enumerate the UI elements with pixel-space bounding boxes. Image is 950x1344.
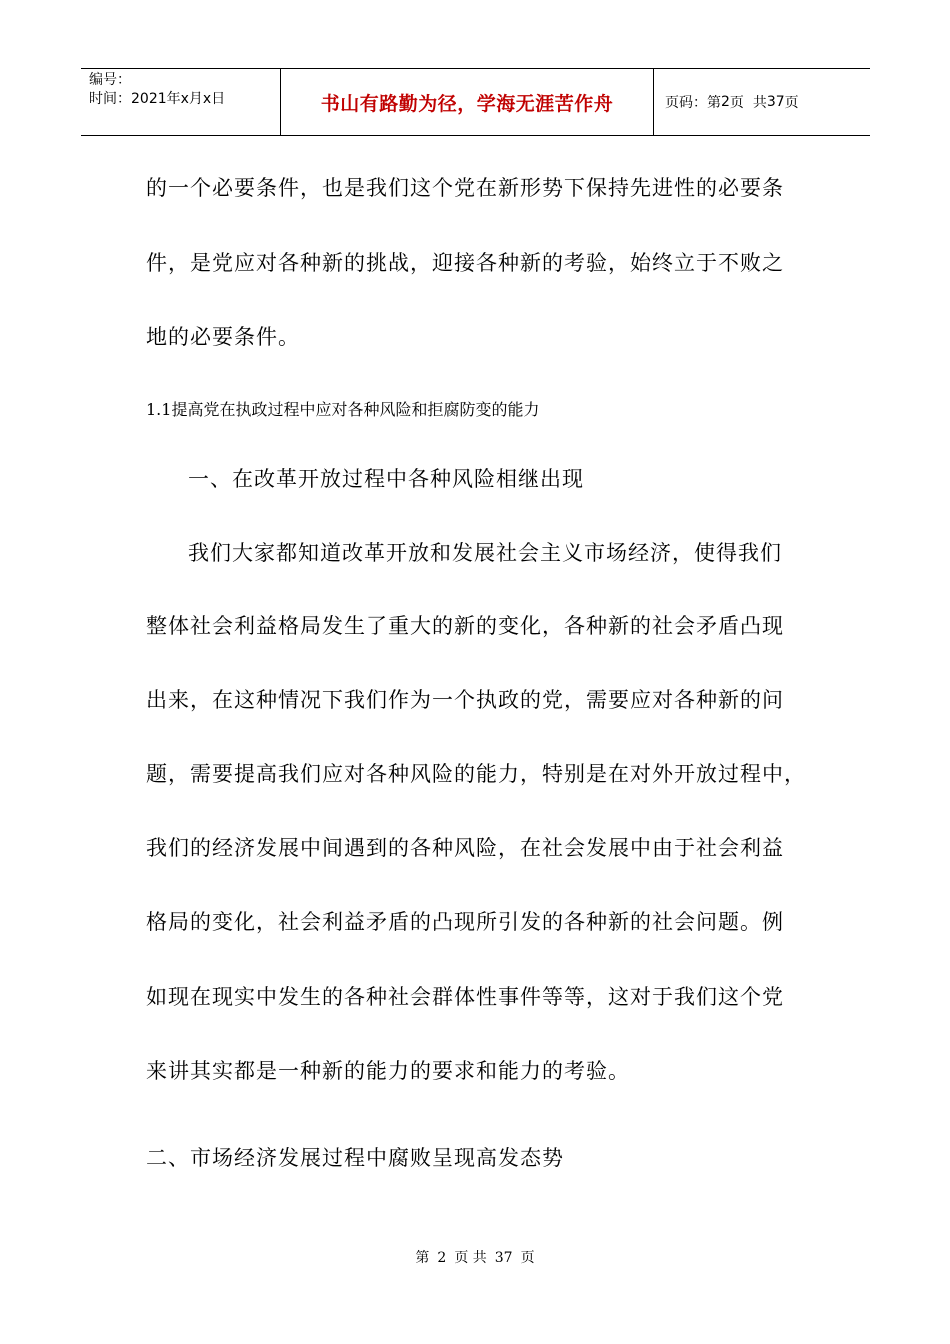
- section-heading: 1.1提高党在执政过程中应对各种风险和拒腐防变的能力: [146, 400, 540, 419]
- paragraph-line: 来讲其实都是一种新的能力的要求和能力的考验。: [146, 1059, 630, 1083]
- footer-mid: 页 共: [454, 1250, 487, 1266]
- body-line: 地的必要条件。: [146, 325, 300, 349]
- paragraph-line: 出来，在这种情况下我们作为一个执政的党，需要应对各种新的问: [146, 688, 784, 712]
- footer-suffix: 页: [520, 1250, 535, 1266]
- header-meta: [81, 69, 281, 135]
- page-footer: [0, 1247, 950, 1267]
- body-line: 的一个必要条件，也是我们这个党在新形势下保持先进性的必要条: [146, 176, 784, 200]
- paragraph-line: 整体社会利益格局发生了重大的新的变化，各种新的社会矛盾凸现: [146, 614, 784, 638]
- page-current: 2: [721, 94, 730, 110]
- page-label: 页码：第: [665, 95, 721, 111]
- footer-prefix: 第: [415, 1250, 430, 1266]
- page-mid: 页 共: [729, 95, 767, 111]
- document-date: 时间：2021年x月x日: [89, 91, 226, 107]
- header-motto: 书山有路勤为径，学海无涯苦作舟: [281, 69, 654, 135]
- page-header: [81, 68, 870, 136]
- body-line: 件，是党应对各种新的挑战，迎接各种新的考验，始终立于不败之: [146, 251, 784, 275]
- paragraph-line: 格局的变化，社会利益矛盾的凸现所引发的各种新的社会问题。例: [146, 910, 784, 934]
- paragraph-line: 我们的经济发展中间遇到的各种风险，在社会发展中由于社会利益: [146, 836, 784, 860]
- paragraph-line: 题，需要提高我们应对各种风险的能力，特别是在对外开放过程中，: [146, 762, 806, 786]
- page-total: 37: [766, 94, 785, 110]
- document-code-label: 编号：: [89, 72, 131, 88]
- footer-current: 2: [437, 1250, 447, 1266]
- subsection-heading: 一、在改革开放过程中各种风险相继出现: [188, 467, 584, 491]
- page-unit: 页: [784, 95, 799, 111]
- paragraph-line: 如现在现实中发生的各种社会群体性事件等等，这对于我们这个党: [146, 985, 784, 1009]
- footer-total: 37: [494, 1250, 513, 1266]
- subsection-heading: 二、市场经济发展过程中腐败呈现高发态势: [146, 1146, 564, 1170]
- paragraph-line: 我们大家都知道改革开放和发展社会主义市场经济，使得我们: [188, 541, 782, 565]
- header-page-info: [654, 69, 870, 135]
